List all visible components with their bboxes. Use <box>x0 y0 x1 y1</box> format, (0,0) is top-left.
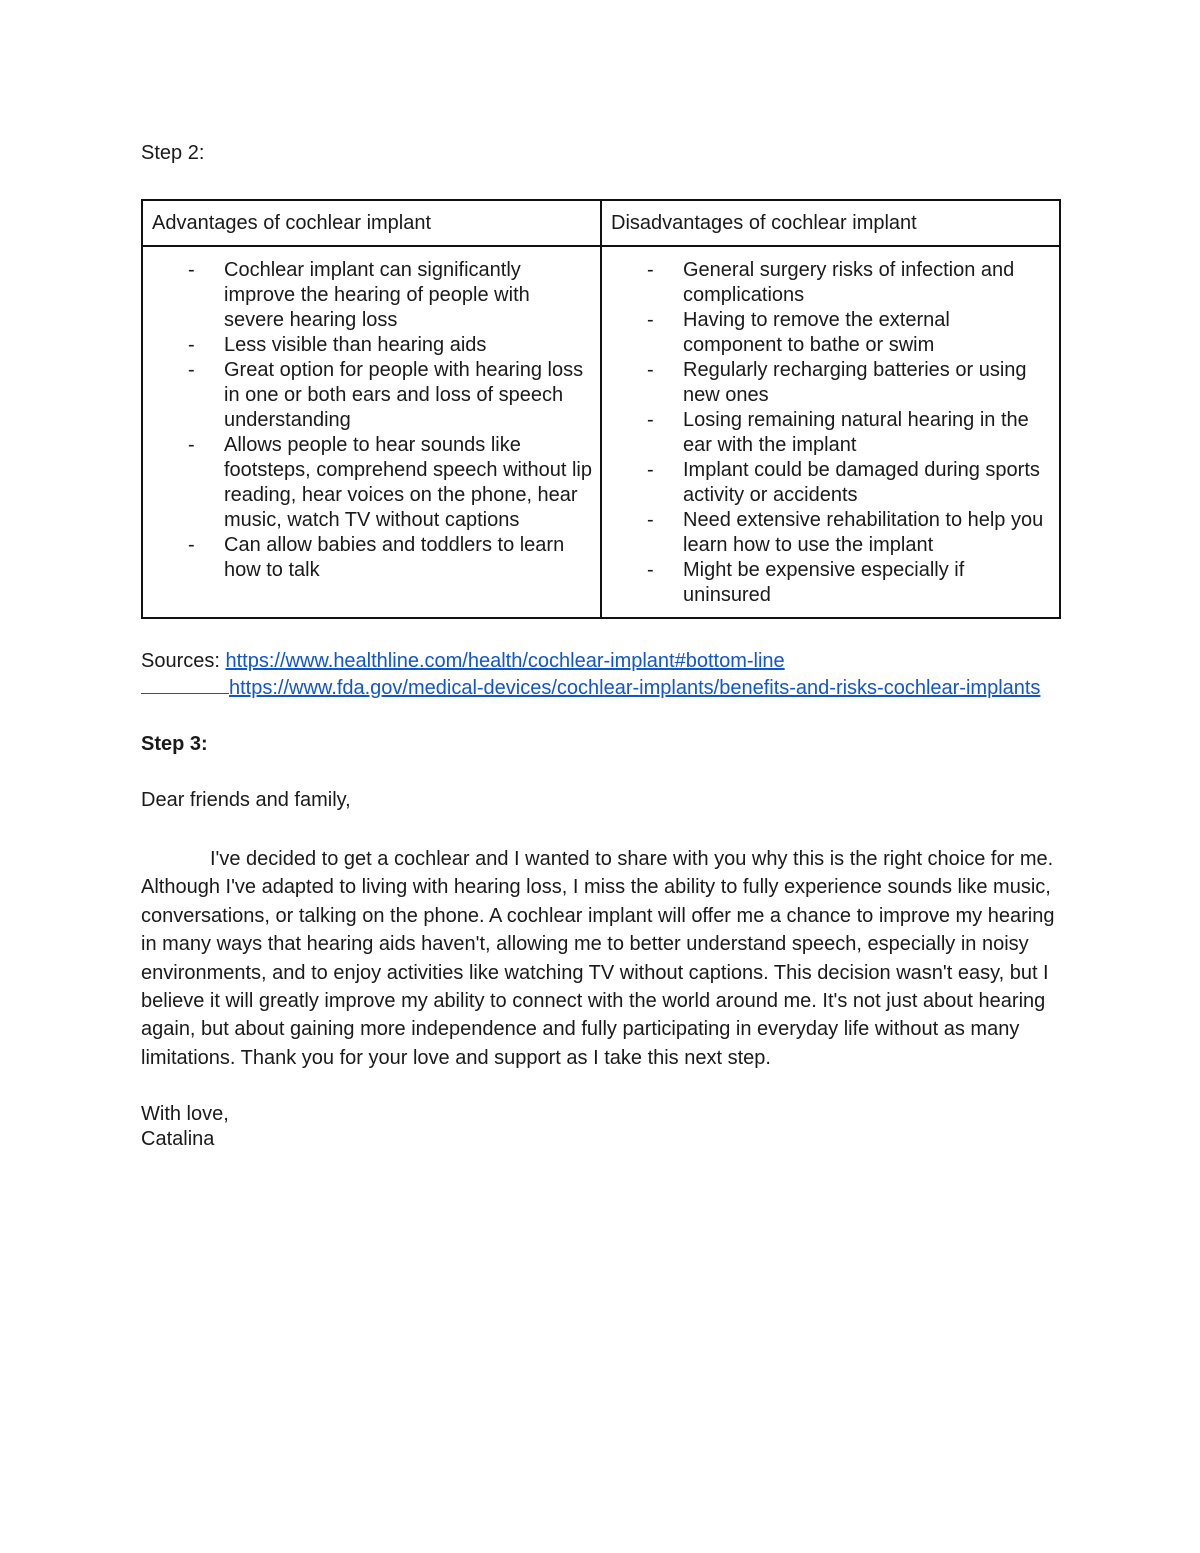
advantages-item <box>143 358 592 433</box>
disadvantages-item-text: General surgery risks of infection and complications <box>683 259 1015 306</box>
disadvantages-item <box>602 308 1051 358</box>
disadvantages-item-text: Need extensive rehabilitation to help you learn how to use the implant <box>683 509 1044 556</box>
table-row <box>142 246 1060 618</box>
advantages-item-text: Allows people to hear sounds like footsteps, comprehend speech without lip reading, hear voices on the phone, hear music, watch TV without captions <box>224 434 592 531</box>
fda-link[interactable]: https://www.fda.gov/medical-devices/cochlear-implants/benefits-and-risks-cochlear-implants <box>229 677 1041 699</box>
dash-bullet: - <box>188 434 195 456</box>
dash-bullet: - <box>188 334 195 356</box>
dash-bullet: - <box>647 309 654 331</box>
advantages-item <box>143 433 592 533</box>
dash-bullet: - <box>188 259 195 281</box>
dash-bullet: - <box>647 409 654 431</box>
advantages-item-text: Cochlear implant can significantly improve the hearing of people with severe hearing loss <box>224 259 530 331</box>
dash-bullet: - <box>647 259 654 281</box>
disadvantages-item <box>602 408 1051 458</box>
disadvantages-item-text: Implant could be damaged during sports activity or accidents <box>683 459 1040 506</box>
document-page <box>141 141 1061 1152</box>
sources-block <box>141 649 1061 701</box>
advantages-item <box>143 333 592 358</box>
pros-cons-table <box>141 199 1061 619</box>
advantages-list <box>143 258 592 583</box>
disadvantages-item <box>602 358 1051 408</box>
letter-signature: Catalina <box>141 1128 215 1151</box>
advantages-item <box>143 258 592 333</box>
advantages-item <box>143 533 592 583</box>
dash-bullet: - <box>647 559 654 581</box>
letter-closing: With love, <box>141 1103 229 1126</box>
healthline-link[interactable]: https://www.healthline.com/health/cochlear-implant#bottom-line <box>225 650 785 672</box>
dash-bullet: - <box>647 459 654 481</box>
dash-bullet: - <box>647 509 654 531</box>
disadvantages-item <box>602 458 1051 508</box>
disadvantages-cell <box>601 246 1060 618</box>
disadvantages-item-text: Having to remove the external component to bathe or swim <box>683 309 950 356</box>
dash-bullet: - <box>188 359 195 381</box>
disadvantages-list <box>602 258 1051 608</box>
disadvantages-item-text: Losing remaining natural hearing in the ear with the implant <box>683 409 1029 456</box>
disadvantages-item-text: Might be expensive especially if uninsured <box>683 559 965 606</box>
step3-heading: Step 3: <box>141 733 208 755</box>
sources-label: Sources: <box>141 650 220 672</box>
disadvantages-item-text: Regularly recharging batteries or using new ones <box>683 359 1027 406</box>
disadvantages-item <box>602 258 1051 308</box>
dash-bullet: - <box>188 534 195 556</box>
disadvantages-item <box>602 558 1051 608</box>
advantages-item-text: Can allow babies and toddlers to learn how to talk <box>224 534 565 581</box>
link-indent <box>141 674 229 694</box>
advantages-item-text: Less visible than hearing aids <box>224 334 487 356</box>
letter-body: I've decided to get a cochlear and I wanted to share with you why this is the right choice for me. Although I've adapted to living with hearing loss, I miss the ability to fully experience sounds like music, conversations, or talking on the phone. A cochlear implant will offer me a chance to improve my hearing in many ways that hearing aids haven't, allowing me to better understand speech, especially in noisy environments, and to enjoy activities like watching TV without captions. This decision wasn't easy, but I believe it will greatly improve my ability to connect with the world around me. It's not just about hearing again, but about gaining more independence and fully participating in everyday life without as many limitations. Thank you for your love and support as I take this next step. <box>141 848 1055 1069</box>
step2-heading: Step 2: <box>141 142 205 164</box>
dash-bullet: - <box>647 359 654 381</box>
table-header-row <box>142 200 1060 246</box>
advantages-cell <box>142 246 601 618</box>
advantages-item-text: Great option for people with hearing loss in one or both ears and loss of speech understanding <box>224 359 584 431</box>
disadvantages-header: Disadvantages of cochlear implant <box>601 200 1060 246</box>
advantages-header: Advantages of cochlear implant <box>142 200 601 246</box>
letter-salutation: Dear friends and family, <box>141 789 351 811</box>
disadvantages-item <box>602 508 1051 558</box>
